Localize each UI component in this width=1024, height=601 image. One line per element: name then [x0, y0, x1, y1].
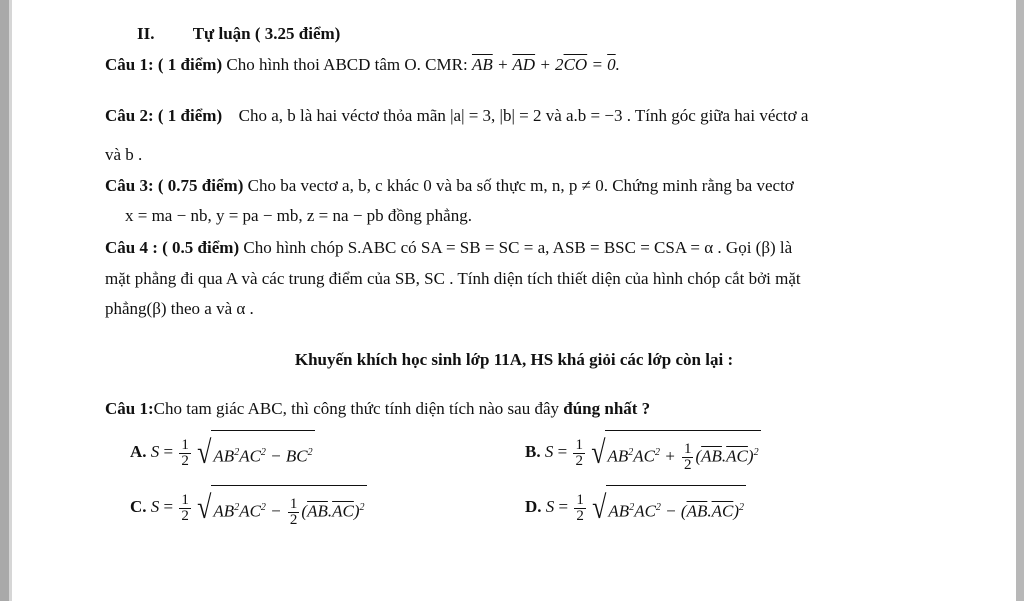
question-4-line-3: [105, 298, 254, 320]
question-1: [105, 54, 620, 76]
window-edge-left: [0, 0, 9, 601]
encourage-heading: Khuyến khích học sinh lớp 11A, HS khá giỏi các lớp còn lại :: [294, 350, 734, 369]
section-roman: II.: [137, 24, 155, 43]
q4-text-2: mặt phẳng đi qua A và các trung điểm của SB, SC . Tính diện tích thiết diện của hình chóp cắt bởi mặt: [105, 269, 801, 288]
q4-label: Câu 4 : ( 0.5 điểm): [105, 238, 240, 257]
q3-text-1: Cho ba vectơ a, b, c khác 0 và ba số thực m, n, p ≠ 0. Chứng minh rằng ba vectơ: [247, 176, 794, 195]
q4-text-3: phẳng(β) theo a và α .: [105, 299, 254, 318]
section-heading: [137, 23, 340, 45]
q2-text-2: và b .: [105, 145, 143, 164]
q1-formula: $\overline{AB} + \overline{AD} + 2\overline{CO} = 0$.: [471, 55, 620, 74]
q3-text-2: x = ma − nb, y = pa − mb, z = na − pb đồng phẳng.: [125, 206, 472, 225]
q2-text-1: Cho a, b là hai véctơ thỏa mãn |a| = 3, |b| = 2 và a.b = −3 . Tính góc giữa hai véctơ a: [238, 106, 809, 125]
mcq-question: [105, 398, 650, 420]
question-4-line-1: [105, 237, 792, 259]
q4-text-1: Cho hình chóp S.ABC có SA = SB = SC = a, ASB = BSC = CSA = α . Gọi (β) là: [243, 238, 793, 257]
option-c: C. S = $\frac{1}{2}$ √ $AB^2AC^2$ − $\frac{1}{2}$ $(\overline{AB}.\overline{AC})^2$: [130, 485, 367, 532]
question-3-line-2: [125, 205, 472, 227]
option-b-letter: B.: [525, 442, 541, 462]
mcq-emph: đúng nhất ?: [563, 399, 651, 418]
section-title: Tự luận ( 3.25 điểm): [192, 24, 341, 43]
question-2-line-2: [105, 144, 142, 166]
window-edge-right: [1016, 0, 1024, 601]
q2-label: Câu 2: ( 1 điểm): [105, 106, 223, 125]
mcq-label: Câu 1:: [105, 399, 154, 418]
question-3-line-1: [105, 175, 794, 197]
option-b: B. S = $\frac{1}{2}$ √ $AB^2AC^2$ + $\frac{1}{2}$ $(\overline{AB}.\overline{AC})^2$: [525, 430, 761, 477]
mcq-text: Cho tam giác ABC, thì công thức tính diện tích nào sau đây: [153, 399, 559, 418]
option-a-letter: A.: [130, 442, 147, 462]
option-d: D. S = $\frac{1}{2}$ √ $AB^2AC^2 - (\overline{AB}.\overline{AC})^2$: [525, 485, 746, 532]
q3-label: Câu 3: ( 0.75 điểm): [105, 176, 244, 195]
question-4-line-2: [105, 268, 801, 290]
option-c-letter: C.: [130, 497, 147, 517]
question-2-line-1: [105, 105, 808, 127]
option-a: A. S = $\frac{1}{2}$ √ $AB^2AC^2 - BC^2$: [130, 430, 315, 477]
window-edge-left-inner: [9, 0, 12, 601]
option-d-letter: D.: [525, 497, 542, 517]
q1-text: Cho hình thoi ABCD tâm O. CMR:: [226, 55, 468, 74]
q1-label: Câu 1: ( 1 điểm): [105, 55, 223, 74]
